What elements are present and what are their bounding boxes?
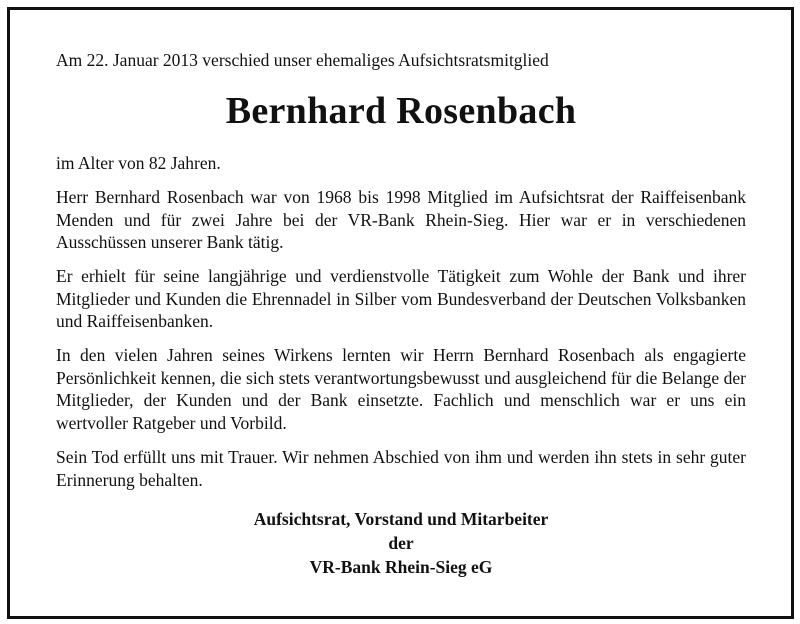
signature-line-2: der (388, 533, 414, 553)
signature-line-3: VR-Bank Rhein-Sieg eG (309, 557, 493, 577)
paragraph-farewell: Sein Tod erfüllt uns mit Trauer. Wir nehmen Abschied von ihm und werden ihn stets in sehr guter Erinnerung behalten. (56, 447, 746, 490)
paragraph-career: Herr Bernhard Rosenbach war von 1968 bis 1998 Mitglied im Aufsichtsrat der Raiffeisenbank Menden und für zwei Jahre bei der VR-Bank Rhein-Sieg. Hier war er in verschiedenen Ausschüssen unserer Bank tätig. (56, 187, 746, 252)
intro-line: Am 22. Januar 2013 verschied unser ehemaliges Aufsichtsratsmitglied (56, 50, 549, 70)
signature-block (56, 507, 746, 579)
signature-line-1: Aufsichtsrat, Vorstand und Mitarbeiter (253, 509, 549, 529)
paragraph-honor: Er erhielt für seine langjährige und verdienstvolle Tätigkeit zum Wohle der Bank und ihrer Mitglieder und Kunden die Ehrennadel in Silber vom Bundesverband der Deutschen Volksbanken und Raiffeisenbanken. (56, 266, 746, 331)
paragraph-character: In den vielen Jahren seines Wirkens lernten wir Herrn Bernhard Rosenbach als engagierte Persönlichkeit kennen, die sich stets verantwortungsbewusst und ausgleichend für die Belange der Mitglieder, der Kunden und der Bank einsetzte. Fachlich und menschlich war er uns ein wertvoller Ratgeber und Vorbild. (56, 345, 746, 433)
age-line: im Alter von 82 Jahren. (56, 153, 221, 173)
deceased-name: Bernhard Rosenbach (225, 90, 577, 132)
